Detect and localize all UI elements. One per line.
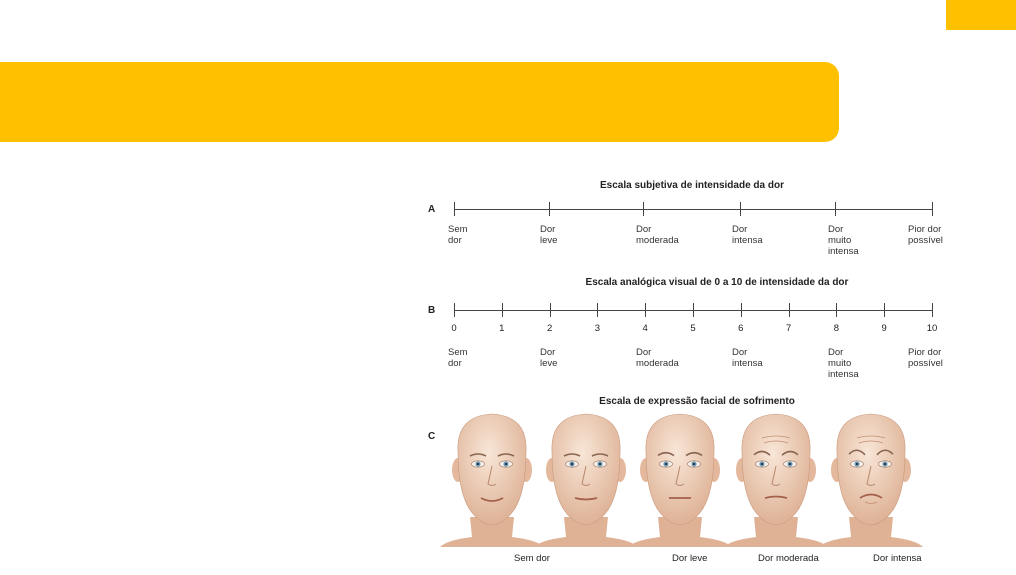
scale-a-tick [643, 202, 644, 216]
scale-b-tick [550, 303, 551, 317]
scale-a-label [636, 224, 679, 246]
scale-b-tick [693, 303, 694, 317]
scale-b-label [540, 347, 557, 369]
scale-b-tick [884, 303, 885, 317]
face-head [458, 414, 526, 525]
scale-a-label-line: Dor [636, 224, 652, 235]
scale-b-number: 9 [881, 323, 887, 334]
scale-b-number: 8 [833, 323, 840, 334]
scale-a-label-line: moderada [636, 235, 679, 246]
scale-a-tick [740, 202, 741, 216]
scale-a-label-line: Dor [828, 224, 844, 235]
scale-a-label-line: leve [540, 235, 558, 246]
scale-a-label-line: possível [908, 235, 943, 246]
scale-b-label-line: intensa [732, 358, 763, 369]
face-head [742, 414, 810, 525]
face-pupil [477, 463, 479, 465]
scale-b-tick [789, 303, 790, 317]
scale-a-label [908, 224, 943, 246]
title-banner [0, 62, 839, 142]
scale-b-tick [836, 303, 837, 317]
scale-a-label [448, 224, 468, 246]
scale-b-label-line: intensa [828, 369, 859, 380]
scale-a-label-line: muito [828, 235, 852, 246]
scale-a-label-line: Dor [732, 224, 748, 235]
scale-c-face-label: Dor intensa [873, 553, 922, 564]
face-head [837, 414, 905, 525]
scale-b-label-line: Dor [636, 347, 652, 358]
scale-b-label [828, 347, 859, 380]
scale-a-tick [932, 202, 933, 216]
scale-a-label-line: intensa [732, 235, 763, 246]
scale-b-tick [645, 303, 646, 317]
scale-c-face-label: Dor moderada [758, 553, 819, 564]
scale-b-tick [741, 303, 742, 317]
scale-b-label-line: Dor [540, 347, 556, 358]
scale-a-label [828, 224, 859, 257]
scale-b-label-line: Sem [448, 347, 468, 358]
scale-b-label-line: leve [540, 358, 558, 369]
scale-b-number: 2 [546, 323, 553, 334]
faces-illustration [440, 412, 960, 547]
face [440, 414, 544, 547]
scale-b-tick [932, 303, 933, 317]
scale-b-label-line: moderada [636, 358, 679, 369]
face [628, 414, 732, 547]
scale-b-label-line: Dor [732, 347, 748, 358]
scale-b-number: 6 [738, 323, 744, 334]
face-pupil [761, 463, 763, 465]
scale-b-number: 10 [926, 323, 938, 334]
face-head [552, 414, 620, 525]
face-pupil [884, 463, 886, 465]
scale-b-label-line: muito [828, 358, 852, 369]
face [724, 414, 828, 547]
scale-a-label-line: Dor [540, 224, 556, 235]
scale-b-label [448, 347, 468, 369]
scale-a-letter: A [428, 204, 436, 215]
face [819, 414, 923, 547]
scale-a-label [540, 224, 557, 246]
face-pupil [505, 463, 507, 465]
face-pupil [789, 463, 791, 465]
scale-b-label [732, 347, 763, 369]
scale-b-label [636, 347, 679, 369]
scale-b-label-line: possível [908, 358, 943, 369]
scale-b-number: 0 [451, 323, 457, 334]
scale-b-number: 4 [642, 323, 648, 334]
scale-b-tick [597, 303, 598, 317]
scale-b-tick [454, 303, 455, 317]
scale-b-label-line: Dor [828, 347, 844, 358]
scale-c-title: Escala de expressão facial de sofrimento [599, 396, 795, 407]
scale-b-label-line: dor [448, 358, 462, 369]
scale-a-label-line: intensa [828, 246, 859, 257]
scale-b-title: Escala analógica visual de 0 a 10 de intensidade da dor [585, 277, 849, 288]
scale-b-number: 7 [785, 323, 792, 334]
scale-b-label-line: Pior dor [908, 347, 942, 358]
face-head [646, 414, 714, 525]
scale-a-line [454, 209, 932, 210]
face [534, 414, 638, 547]
face-pupil [693, 463, 695, 465]
scale-a-tick [549, 202, 550, 216]
scale-c-face-label: Sem dor [514, 553, 550, 564]
face-pupil [571, 463, 573, 465]
scale-a-title: Escala subjetiva de intensidade da dor [600, 180, 784, 191]
scale-a-tick [835, 202, 836, 216]
scale-b-tick [502, 303, 503, 317]
scale-c-letter: C [428, 431, 436, 442]
scale-a-label-line: Sem [448, 224, 468, 235]
scale-b-number: 3 [594, 323, 601, 334]
scale-a-label-line: dor [448, 235, 462, 246]
scale-a-label [732, 224, 763, 246]
scale-b-number: 1 [499, 323, 505, 334]
scale-a-tick [454, 202, 455, 216]
scale-a-label-line: Pior dor [908, 224, 942, 235]
scale-b-number: 5 [690, 323, 696, 334]
face-pupil [856, 463, 858, 465]
face-pupil [599, 463, 601, 465]
scale-b-label [908, 347, 943, 369]
face-pupil [665, 463, 667, 465]
scale-b-letter: B [428, 305, 436, 316]
corner-tab [946, 0, 1016, 30]
scale-c-face-label: Dor leve [672, 553, 708, 564]
